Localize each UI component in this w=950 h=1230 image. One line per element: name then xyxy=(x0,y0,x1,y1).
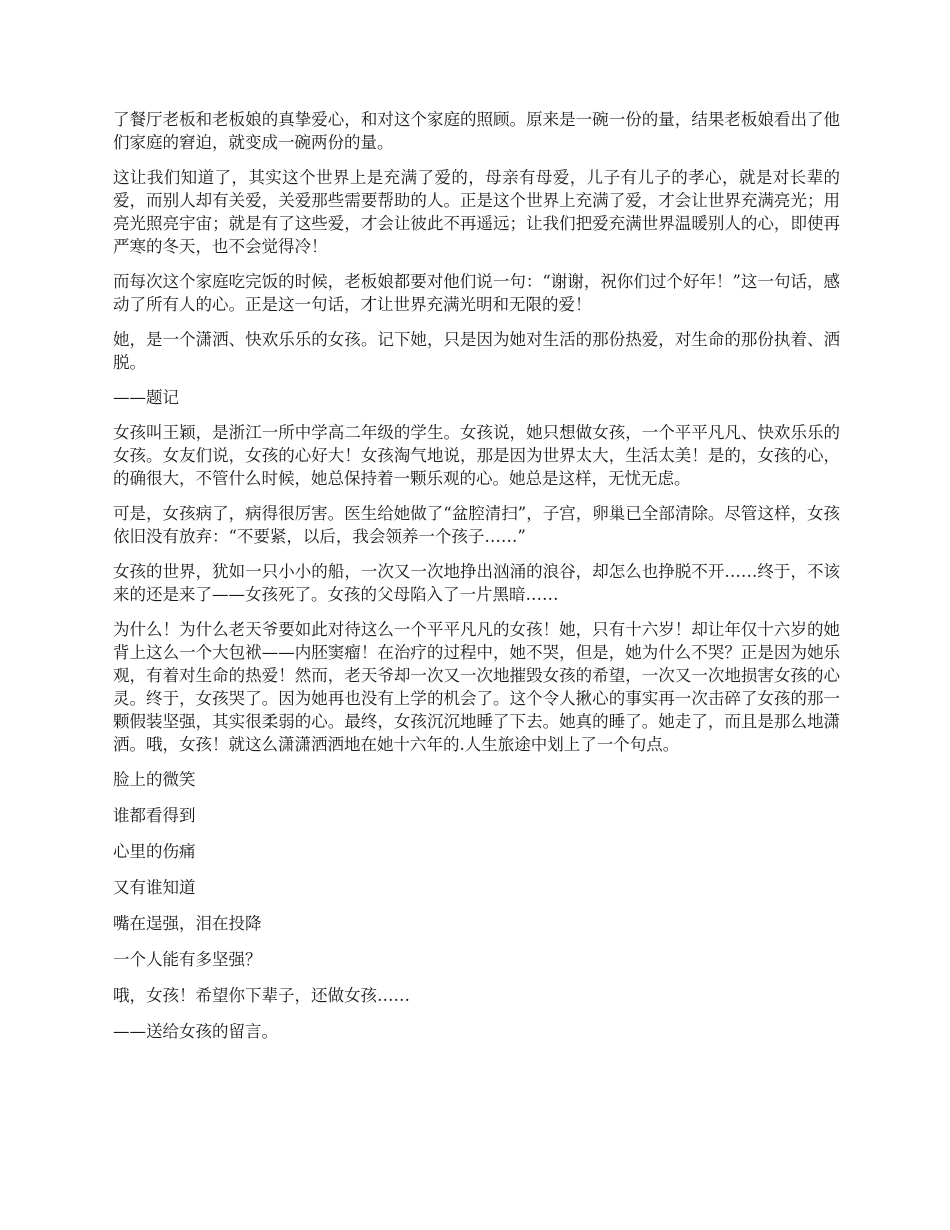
poem-line-4: 又有谁知道 xyxy=(113,878,196,897)
poem-line-2: 谁都看得到 xyxy=(113,806,196,825)
poem-line-3: 心里的伤痛 xyxy=(113,842,196,861)
document-body xyxy=(113,108,840,1056)
paragraph-3: 而每次这个家庭吃完饭的时候，老板娘都要对他们说一句：“谢谢，祝你们过个好年！”这一句话，感动了所有人的心。正是这一句话，才让世界充满光明和无限的爱！ xyxy=(113,272,840,314)
paragraph-4: 她，是一个潇洒、快欢乐乐的女孩。记下她，只是因为她对生活的那份热爱，对生命的那份执着、洒脱。 xyxy=(113,330,840,372)
paragraph-7: 女孩的世界，犹如一只小小的船，一次又一次地挣出汹涌的浪谷，却怎么也挣脱不开……终于，不该来的还是来了——女孩死了。女孩的父母陷入了一片黑暗…… xyxy=(113,562,840,604)
paragraph-5: 女孩叫王颖，是浙江一所中学高二年级的学生。女孩说，她只想做女孩，一个平平凡凡、快欢乐乐的女孩。女友们说，女孩的心好大！女孩淘气地说，那是因为世界太大，生活太美！是的，女孩的心，的确很大，不管什么时候，她总保持着一颗乐观的心。她总是这样，无忧无虑。 xyxy=(113,423,840,488)
poem-line-6: 一个人能有多坚强？ xyxy=(113,950,262,969)
epigraph-signature: ——题记 xyxy=(113,388,179,407)
poem-signature: ——送给女孩的留言。 xyxy=(113,1022,278,1041)
poem-line-5: 嘴在逞强，泪在投降 xyxy=(113,914,262,933)
paragraph-1: 了餐厅老板和老板娘的真挚爱心，和对这个家庭的照顾。原来是一碗一份的量，结果老板娘看出了他们家庭的窘迫，就变成一碗两份的量。 xyxy=(113,110,840,152)
paragraph-2: 这让我们知道了，其实这个世界上是充满了爱的，母亲有母爱，儿子有儿子的孝心，就是对长辈的爱，而别人却有关爱，关爱那些需要帮助的人。正是这个世界上充满了爱，才会让世界充满亮光；用亮光照亮宇宙；就是有了这些爱，才会让彼此不再遥远；让我们把爱充满世界温暖别人的心，即使再严寒的冬天，也不会觉得冷！ xyxy=(113,168,840,256)
poem-line-7: 哦，女孩！希望你下辈子，还做女孩…… xyxy=(113,986,410,1005)
paragraph-6: 可是，女孩病了，病得很厉害。医生给她做了“盆腔清扫”，子宫，卵巢已全部清除。尽管这样，女孩依旧没有放弃：“不要紧，以后，我会领养一个孩子……” xyxy=(113,504,840,546)
poem-line-1: 脸上的微笑 xyxy=(113,770,196,789)
paragraph-8: 为什么！为什么老天爷要如此对待这么一个平平凡凡的女孩！她，只有十六岁！却让年仅十六岁的她背上这么一个大包袱——内胚窦瘤！在治疗的过程中，她不哭，但是，她为什么不哭？正是因为她乐观，有着对生命的热爱！然而，老天爷却一次又一次地摧毁女孩的希望，一次又一次地损害女孩的心灵。终于，女孩哭了。因为她再也没有上学的机会了。这个令人揪心的事实再一次击碎了女孩的那一颗假装坚强，其实很柔弱的心。最终，女孩沉沉地睡了下去。她真的睡了。她走了，而且是那么地潇洒。哦，女孩！就这么潇潇洒洒地在她十六年的.人生旅途中划上了一个句点。 xyxy=(113,620,840,754)
